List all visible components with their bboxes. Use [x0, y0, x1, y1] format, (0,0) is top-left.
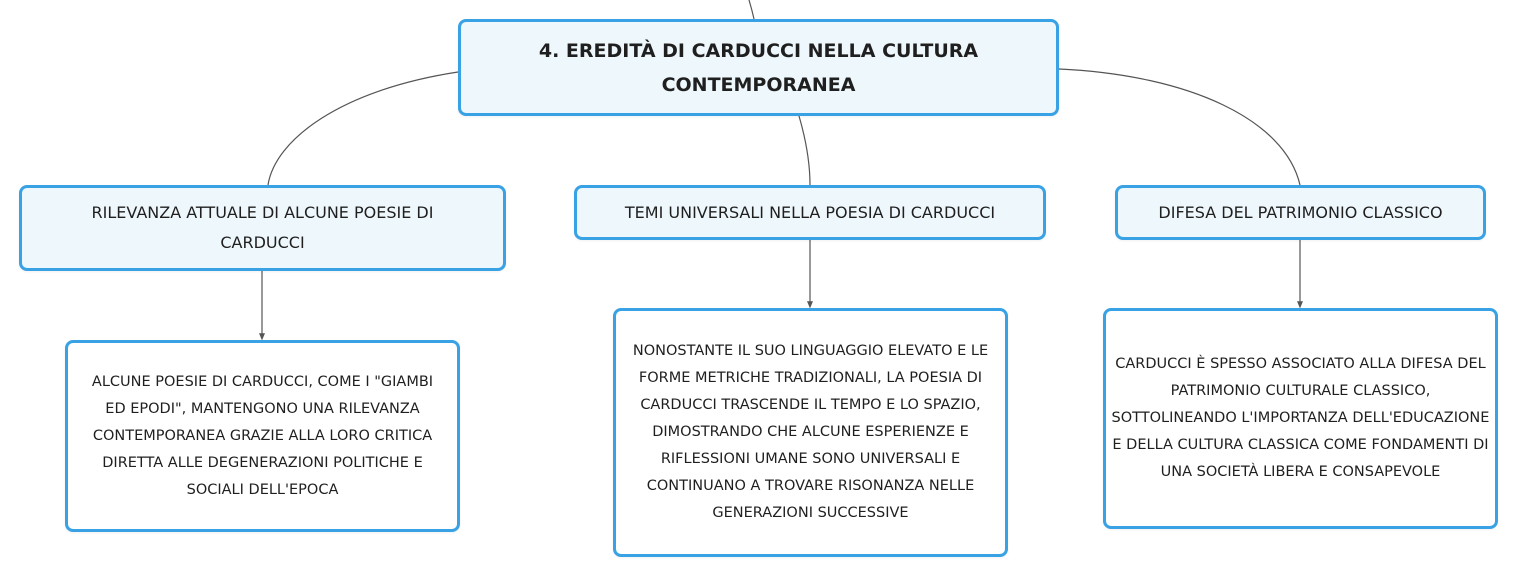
- detail-node-rilevanza-attuale[interactable]: [65, 340, 460, 532]
- connector-root-topic-3: [1059, 69, 1300, 185]
- root-node[interactable]: [458, 19, 1059, 116]
- topic-node-title: RILEVANZA ATTUALE DI ALCUNE POESIE DI CARDUCCI: [91, 203, 434, 252]
- detail-node-temi-universali[interactable]: [613, 308, 1008, 557]
- topic-node-temi-universali[interactable]: [574, 185, 1046, 240]
- detail-node-text: CARDUCCI È SPESSO ASSOCIATO ALLA DIFESA DEL PATRIMONIO CULTURALE CLASSICO, SOTTOLINEANDO L'IMPORTANZA DELL'EDUCAZIONE E DELLA CULTURA CLASSICA COME FONDAMENTI DI UNA SOCIETÀ LIBERA E CONSAPEVOLE: [1111, 356, 1490, 480]
- connector-parent-root: [749, 0, 754, 19]
- detail-node-text: ALCUNE POESIE DI CARDUCCI, COME I "GIAMBI ED EPODI", MANTENGONO UNA RILEVANZA CONTEMPORANEA GRAZIE ALLA LORO CRITICA DIRETTA ALLE DEGENERAZIONI POLITICHE E SOCIALI DELL'EPOCA: [91, 373, 434, 498]
- connector-root-topic-2: [799, 116, 810, 185]
- topic-node-title: TEMI UNIVERSALI NELLA POESIA DI CARDUCCI: [624, 202, 996, 222]
- detail-node-difesa-patrimonio[interactable]: [1103, 308, 1498, 529]
- connector-root-topic-1: [268, 72, 458, 185]
- topic-node-rilevanza-attuale[interactable]: [19, 185, 506, 271]
- detail-node-text: NONOSTANTE IL SUO LINGUAGGIO ELEVATO E LE FORME METRICHE TRADIZIONALI, LA POESIA DI CARDUCCI TRASCENDE IL TEMPO E LO SPAZIO, DIMOSTRANDO CHE ALCUNE ESPERIENZE E RIFLESSIONI UMANE SONO UNIVERSALI E CONTINUANO A TROVARE RISONANZA NELLE GENERAZIONI SUCCESSIVE: [632, 343, 989, 521]
- topic-node-difesa-patrimonio[interactable]: [1115, 185, 1486, 240]
- root-node-title: 4. EREDITÀ DI CARDUCCI NELLA CULTURA CONTEMPORANEA: [538, 39, 979, 96]
- topic-node-title: DIFESA DEL PATRIMONIO CLASSICO: [1158, 202, 1443, 222]
